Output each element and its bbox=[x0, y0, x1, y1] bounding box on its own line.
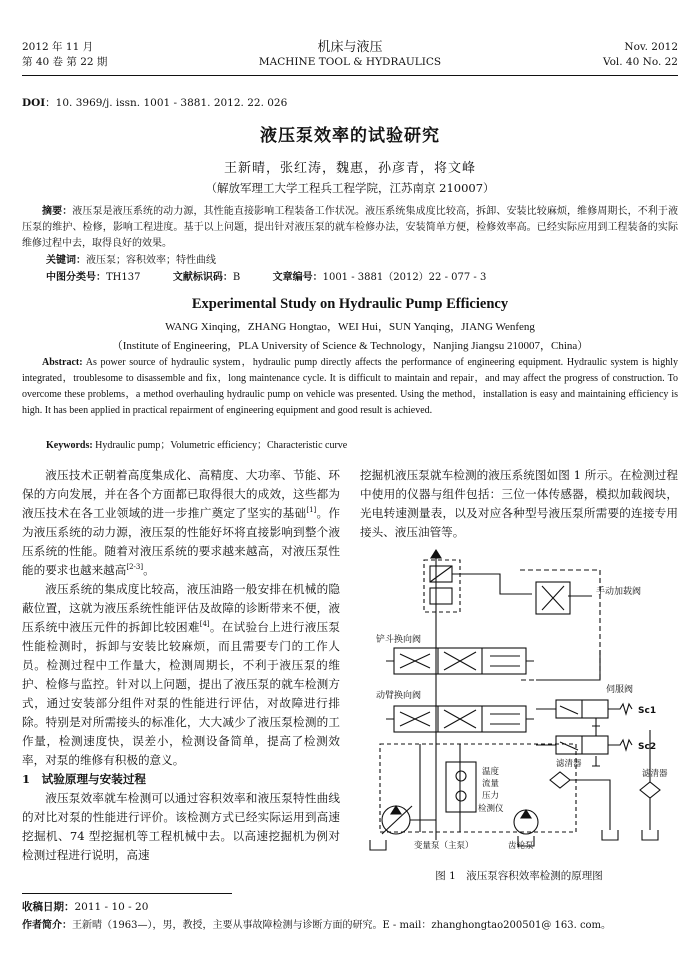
gear-pump-arrow bbox=[521, 810, 531, 818]
journal-title-en: MACHINE TOOL & HYDRAULICS bbox=[258, 56, 442, 68]
doi-value: ：10. 3969/j. issn. 1001 - 3881. 2012. 22. 026 bbox=[45, 97, 288, 109]
servo-valve-1-detail bbox=[560, 700, 582, 718]
keywords-text-en: Hydraulic pump；Volumetric efficiency；Characteristic curve bbox=[95, 440, 348, 451]
p2-text: 液压系统的集成度比较高，液压油路一般安排在机械的隐蔽位置，这就为液压系统性能评估及故障的诊断带来不便，液压系统中液压元件的拆卸比较困难 bbox=[22, 582, 340, 634]
p1b-text: 。作为液压系统的动力源，液压泵的性能好坏将直接影响到整个液压系统的性能。随着对液压系统的要求越来越高，对液压泵性能的要求也越来越高 bbox=[22, 506, 340, 577]
bucket-return bbox=[536, 650, 600, 680]
label-flow: 流量 bbox=[482, 779, 500, 789]
label-sc1: Sc1 bbox=[638, 706, 657, 716]
boom-valve-left bbox=[400, 712, 430, 726]
variable-pump-arrow bbox=[391, 806, 401, 814]
received-date bbox=[22, 899, 148, 916]
tank-1-icon bbox=[370, 840, 386, 850]
tank-3-icon bbox=[602, 830, 618, 840]
abstract-cn bbox=[22, 204, 678, 252]
bucket-valve-right bbox=[490, 656, 520, 666]
relief-valve-arrow bbox=[430, 566, 452, 582]
doc-code-label: 文献标识码： bbox=[172, 272, 233, 283]
header-left bbox=[22, 40, 107, 70]
clc-value: TH137 bbox=[106, 272, 141, 283]
load-line bbox=[452, 574, 532, 594]
label-sc2: Sc2 bbox=[638, 742, 657, 752]
label-bucket-valve: 铲斗换向阀 bbox=[376, 635, 422, 645]
temperature-sensor-icon bbox=[456, 771, 466, 781]
classification-line bbox=[46, 270, 486, 286]
servo-valve-1-spring bbox=[608, 704, 632, 714]
authors-cn: 王新晴，张红涛，魏惠，孙彦青，将文峰 bbox=[223, 161, 476, 176]
received-value: 2011 - 10 - 20 bbox=[74, 901, 149, 913]
tank-4-icon bbox=[642, 830, 658, 840]
keywords-en bbox=[46, 438, 347, 454]
filter-1-icon bbox=[550, 772, 570, 788]
abstract-label-en: Abstract: bbox=[42, 357, 83, 368]
clc-label: 中图分类号： bbox=[46, 272, 106, 283]
abstract-en bbox=[22, 355, 678, 419]
boom-valve-right bbox=[490, 714, 520, 724]
ref-4: [4] bbox=[199, 620, 210, 629]
affiliation-en: （Institute of Engineering，PLA University of Science & Technology，Nanjing Jiangsu 210007，China） bbox=[111, 340, 589, 352]
pressure-sensor-icon bbox=[456, 791, 466, 801]
paragraph-3: 液压泵效率就车检测可以通过容积效率和液压泵特性曲线的对比对泵的性能进行评价。该检测方式已经实际运用到高速挖掘机、74 型挖掘机等工程机械中去。以高速挖掘机为例对检测过程进行说明，高速 bbox=[22, 791, 340, 862]
label-filter-2: 滤清器 bbox=[642, 769, 668, 779]
label-boom-valve: 动臂换向阀 bbox=[376, 691, 422, 701]
header-rule bbox=[22, 75, 678, 76]
authors-en: WANG Xinqing，ZHANG Hongtao，WEI Hui，SUN Yanqing，JIANG Wenfeng bbox=[165, 321, 535, 333]
paragraph-1 bbox=[22, 466, 340, 580]
header-right bbox=[603, 40, 678, 70]
paragraph-2 bbox=[22, 580, 340, 770]
article-no-value: 1001 - 3881（2012）22 - 077 - 3 bbox=[322, 272, 487, 283]
header-date-cn: 2012 年 11 月 bbox=[22, 41, 94, 53]
paper-title-en: Experimental Study on Hydraulic Pump Efficiency bbox=[191, 296, 509, 312]
keywords-text-cn: 液压泵；容积效率；特性曲线 bbox=[86, 255, 216, 266]
header-center bbox=[200, 40, 500, 70]
doi-label: DOI bbox=[22, 97, 46, 109]
abstract-text-cn: 液压泵是液压系统的动力源，其性能直接影响工程装备工作状况。液压系统集成度比较高，拆卸、安装比较麻烦，维修周期长，不利于液压泵的维护、检修，影响工程进度。基于以上问题，提出针对液压泵的就车检修办法，安装简单方便，检修效率高。已经实际应用到工程装备的实际维修过程中去，取得良好的效果。 bbox=[22, 206, 679, 249]
abstract-label-cn: 摘要： bbox=[42, 206, 73, 217]
p1c-text: 。 bbox=[143, 563, 155, 577]
affiliation-cn: （解放军理工大学工程兵工程学院，江苏南京 210007） bbox=[205, 181, 495, 195]
figure-1-caption: 图 1 液压泵容积效率检测的原理图 bbox=[435, 870, 603, 882]
relief-arrow bbox=[431, 550, 441, 558]
keywords-cn bbox=[46, 253, 216, 269]
check-valve bbox=[430, 588, 452, 604]
footnote-rule bbox=[22, 893, 232, 894]
manual-valve-symbol bbox=[542, 586, 564, 610]
keywords-label-en: Keywords: bbox=[46, 440, 93, 451]
filter-2-icon bbox=[640, 782, 660, 798]
author-bio-label: 作者简介： bbox=[22, 920, 72, 931]
body-left-column bbox=[22, 466, 340, 865]
section-heading-1: 1 试验原理与安装过程 bbox=[22, 772, 147, 786]
paper-title-cn: 液压泵效率的试验研究 bbox=[260, 126, 440, 146]
paragraph-4: 挖掘机液压泵就车检测的液压系统图如图 1 所示。在检测过程中使用的仪器与组件包括：三位一体传感器，模拟加载阀块，光电转速测量表，以及对应各种型号液压泵所需要的连接专用接头、液压油管等。 bbox=[360, 468, 678, 539]
servo-valve-2-detail bbox=[560, 736, 582, 754]
keywords-label-cn: 关键词： bbox=[46, 255, 86, 266]
figure-1-hydraulic-schematic bbox=[360, 530, 678, 860]
p2b-text: 。在试验台上进行液压泵性能检测时，拆卸与安装比较麻烦，而且需要专门的工作人员。检测过程中工作量大，检测周期长，不利于液压泵的维护、检修与监控。针对以上问题，提出了液压泵的就车检测方式，通过安装部分组件对泵的性能进行评估，对故障进行排除。特别是对所需接头的标准化，大大减少了液压泵检测的工作量，检测速度快，误差小，检测设备简单，提高了检测效率，对泵的维修有积极的意义。 bbox=[22, 620, 340, 767]
p1-text: 液压技术正朝着高度集成化、高精度、大功率、节能、环保的方向发展，并在各个方面都已取得很大的成效，这些都为液压技术在各工业领域的进一步推广奠定了坚实的基础 bbox=[22, 468, 340, 520]
author-bio bbox=[22, 917, 682, 934]
bucket-valve-left bbox=[400, 654, 430, 668]
bucket-valve-cross bbox=[444, 652, 476, 670]
doc-code-value: B bbox=[232, 272, 241, 283]
label-manual-valve: 手动加载阀 bbox=[596, 587, 642, 597]
ref-1: [1] bbox=[306, 506, 317, 515]
label-filter-1: 滤清器 bbox=[556, 759, 582, 769]
servo-valve-2-spring bbox=[608, 740, 632, 750]
label-detector: 检测仪 bbox=[478, 804, 504, 814]
header-date-en: Nov. 2012 bbox=[624, 41, 678, 53]
article-no-label: 文章编号： bbox=[272, 272, 323, 283]
header-volume-en: Vol. 40 No. 22 bbox=[602, 56, 678, 68]
servo-drain bbox=[592, 718, 600, 766]
doi-line bbox=[22, 95, 287, 110]
label-servo-valve: 伺服阀 bbox=[606, 685, 634, 695]
journal-title-cn: 机床与液压 bbox=[317, 40, 383, 55]
label-variable-pump: 变量泵（主泵） bbox=[414, 841, 474, 851]
boom-valve-cross bbox=[444, 710, 476, 728]
author-bio-text: 王新晴（1963—），男，教授，主要从事故障检测与诊断方面的研究。E - mail：zhanghongtao200501@ 163. com。 bbox=[72, 920, 612, 931]
label-temperature: 温度 bbox=[482, 767, 500, 777]
label-pressure: 压力 bbox=[482, 791, 500, 801]
manual-valve-dashed-box bbox=[520, 570, 600, 680]
abstract-text-en: As power source of hydraulic system，hydraulic pump directly affects the performance of engineering equipment. Hydraulic system is highly integrated，troublesome to disassemble and fix，long maintenance cycle. It is difficult to maintain and repair，and may affect the progress of construction. To overcome these problems，a method overhauling hydraulic pump on vehicle was presented. Using the method，installation is easy and maintaining efficiency is high. It has been applied in practical repairment of engineering equipment and good result is achieved. bbox=[22, 357, 678, 416]
label-gear-pump: 齿轮泵 bbox=[508, 841, 534, 851]
triad-sensor bbox=[446, 762, 476, 812]
detector-lines bbox=[420, 744, 460, 832]
ref-2-3: [2-3] bbox=[126, 563, 144, 572]
received-label: 收稿日期： bbox=[22, 901, 75, 913]
servo-feed bbox=[536, 709, 556, 745]
header-volume-cn: 第 40 卷 第 22 期 bbox=[22, 56, 108, 68]
